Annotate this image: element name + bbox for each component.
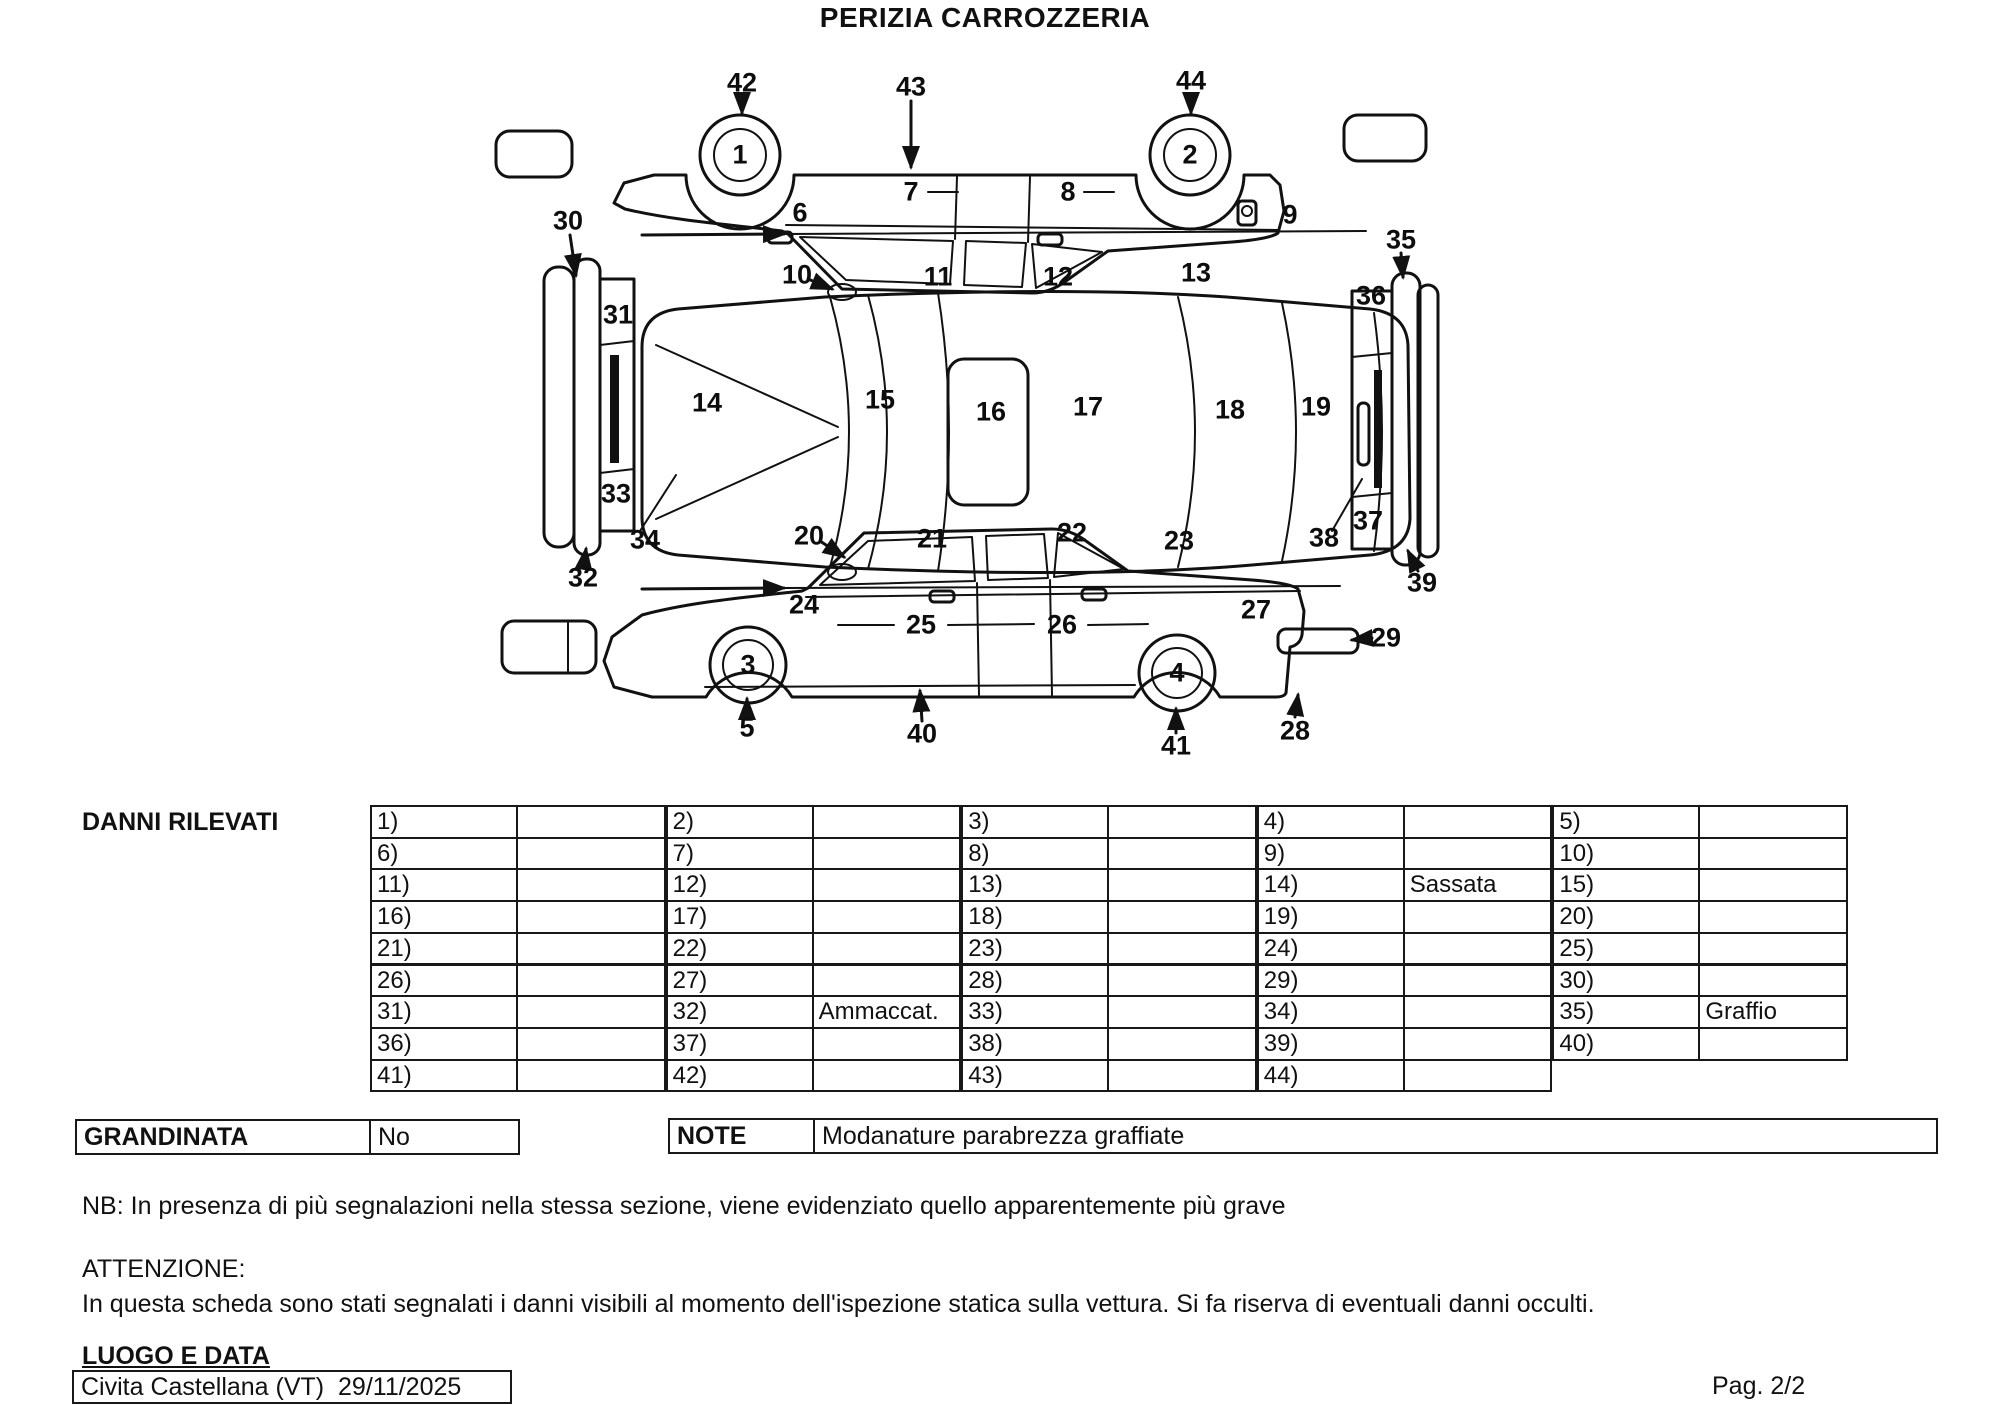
luogo-e-data-heading: LUOGO E DATA	[82, 1342, 270, 1370]
damage-cell-num-23: 23)	[961, 932, 1109, 966]
rear-bumper-cap-top	[1344, 115, 1426, 161]
damage-cell-num-3: 3)	[961, 805, 1109, 839]
damage-cell-value-35: Graffio	[1698, 995, 1848, 1029]
damage-cell-num-36: 36)	[370, 1027, 518, 1061]
damage-cell-value-25	[1698, 932, 1848, 966]
damage-cell-num-27: 27)	[666, 964, 814, 998]
rear-view-parts	[1332, 273, 1438, 565]
diagram-label-32: 32	[567, 562, 599, 593]
damage-cell-value-8	[1107, 837, 1257, 871]
sunroof	[948, 359, 1028, 505]
damage-cell-value-15	[1698, 868, 1848, 902]
damage-cell-num-38: 38)	[961, 1027, 1109, 1061]
diagram-label-7: 7	[903, 176, 919, 207]
grandinata-value: No	[369, 1119, 520, 1155]
damage-cell-value-18	[1107, 900, 1257, 934]
diagram-label-25: 25	[905, 609, 937, 640]
damage-cell-num-22: 22)	[666, 932, 814, 966]
diagram-label-19: 19	[1300, 391, 1332, 422]
diagram-label-28: 28	[1279, 715, 1311, 746]
diagram-label-1: 1	[732, 139, 748, 170]
damage-cell-value-38	[1107, 1027, 1257, 1061]
damage-cell-value-32: Ammaccat.	[812, 995, 962, 1029]
diagram-label-16: 16	[975, 396, 1007, 427]
damage-cell-value-16	[516, 900, 666, 934]
damage-cell-num-31: 31)	[370, 995, 518, 1029]
diagram-label-10: 10	[781, 259, 813, 290]
diagram-label-34: 34	[629, 524, 661, 555]
damage-cell-num-14: 14)	[1257, 868, 1405, 902]
damage-cell-num-25: 25)	[1552, 932, 1700, 966]
damage-cell-value-9	[1403, 837, 1553, 871]
damage-cell-num-16: 16)	[370, 900, 518, 934]
damage-cell-num-30: 30)	[1552, 964, 1700, 998]
damage-cell-value-29	[1403, 964, 1553, 998]
damage-cell-value-30	[1698, 964, 1848, 998]
damage-cell-value-26	[516, 964, 666, 998]
car-diagram-drawing	[490, 45, 1440, 775]
damage-cell-value-37	[812, 1027, 962, 1061]
damage-cell-num-44: 44)	[1257, 1059, 1405, 1093]
manufacturer-logo-icon	[1238, 201, 1256, 225]
diagram-label-36: 36	[1355, 280, 1387, 311]
damage-cell-num-41: 41)	[370, 1059, 518, 1093]
damage-cell-num-43: 43)	[961, 1059, 1109, 1093]
diagram-label-24: 24	[788, 589, 820, 620]
diagram-label-29: 29	[1370, 622, 1402, 653]
diagram-label-26: 26	[1046, 609, 1078, 640]
note-value: Modanature parabrezza graffiate	[813, 1118, 1938, 1154]
damage-cell-num-33: 33)	[961, 995, 1109, 1029]
damage-cell-value-36	[516, 1027, 666, 1061]
diagram-label-42: 42	[726, 67, 758, 98]
diagram-label-12: 12	[1042, 261, 1074, 292]
diagram-label-11: 11	[923, 261, 953, 292]
damage-table-heading: DANNI RILEVATI	[82, 808, 279, 836]
damage-cell-num-18: 18)	[961, 900, 1109, 934]
diagram-label-18: 18	[1214, 394, 1246, 425]
damage-cell-value-19	[1403, 900, 1553, 934]
diagram-label-17: 17	[1072, 391, 1104, 422]
diagram-label-40: 40	[906, 718, 938, 749]
diagram-label-5: 5	[739, 712, 755, 743]
damage-cell-value-41	[516, 1059, 666, 1093]
damage-cell-value-39	[1403, 1027, 1553, 1061]
damage-cell-value-23	[1107, 932, 1257, 966]
damage-cell-num-13: 13)	[961, 868, 1109, 902]
nb-text: NB: In presenza di più segnalazioni nella stessa sezione, viene evidenziato quello apparentemente più grave	[82, 1192, 1286, 1220]
damage-cell-value-6	[516, 837, 666, 871]
damage-cell-num-9: 9)	[1257, 837, 1405, 871]
diagram-label-37: 37	[1352, 505, 1384, 536]
damage-cell-value-34	[1403, 995, 1553, 1029]
damage-cell-value-28	[1107, 964, 1257, 998]
damage-cell-num-15: 15)	[1552, 868, 1700, 902]
diagram-label-15: 15	[864, 384, 896, 415]
attenzione-heading: ATTENZIONE:	[82, 1255, 246, 1283]
damage-cell-value-14: Sassata	[1403, 868, 1553, 902]
damage-cell-value-1	[516, 805, 666, 839]
damage-cell-value-20	[1698, 900, 1848, 934]
damage-cell-num-4: 4)	[1257, 805, 1405, 839]
damage-cell-num-37: 37)	[666, 1027, 814, 1061]
car-diagram	[490, 45, 1440, 775]
page-title: PERIZIA CARROZZERIA	[819, 2, 1151, 33]
damage-cell-num-29: 29)	[1257, 964, 1405, 998]
damage-cell-num-40: 40)	[1552, 1027, 1700, 1061]
page-number: Pag. 2/2	[1712, 1372, 1806, 1400]
damage-cell-value-40	[1698, 1027, 1848, 1061]
diagram-label-6: 6	[792, 197, 808, 228]
damage-cell-num-7: 7)	[666, 837, 814, 871]
damage-cell-num-6: 6)	[370, 837, 518, 871]
front-bumper-cap-bottom	[502, 621, 596, 673]
damage-cell-num-26: 26)	[370, 964, 518, 998]
front-bumper-cap-top	[496, 131, 572, 177]
damage-cell-value-44	[1403, 1059, 1553, 1093]
damage-cell-num-17: 17)	[666, 900, 814, 934]
damage-cell-value-12	[812, 868, 962, 902]
damage-cell-num-24: 24)	[1257, 932, 1405, 966]
diagram-label-35: 35	[1385, 224, 1417, 255]
damage-cell-num-20: 20)	[1552, 900, 1700, 934]
damage-cell-value-27	[812, 964, 962, 998]
damage-cell-value-2	[812, 805, 962, 839]
diagram-label-31: 31	[602, 299, 634, 330]
damage-cell-num-2: 2)	[666, 805, 814, 839]
diagram-label-14: 14	[691, 387, 723, 418]
damage-cell-num-11: 11)	[370, 868, 518, 902]
diagram-label-3: 3	[740, 649, 756, 680]
diagram-label-2: 2	[1182, 139, 1198, 170]
damage-cell-value-22	[812, 932, 962, 966]
damage-cell-num-5: 5)	[1552, 805, 1700, 839]
diagram-label-39: 39	[1406, 567, 1438, 598]
diagram-label-9: 9	[1282, 199, 1298, 230]
diagram-label-21: 21	[916, 523, 948, 554]
damage-cell-num-32: 32)	[666, 995, 814, 1029]
diagram-label-22: 22	[1056, 517, 1088, 548]
damage-cell-num-35: 35)	[1552, 995, 1700, 1029]
damage-cell-value-3	[1107, 805, 1257, 839]
damage-cell-value-7	[812, 837, 962, 871]
damage-cell-value-24	[1403, 932, 1553, 966]
damage-cell-value-31	[516, 995, 666, 1029]
damage-cell-num-34: 34)	[1257, 995, 1405, 1029]
damage-cell-num-21: 21)	[370, 932, 518, 966]
diagram-label-8: 8	[1060, 176, 1076, 207]
damage-cell-num-42: 42)	[666, 1059, 814, 1093]
diagram-label-23: 23	[1163, 525, 1195, 556]
diagram-label-13: 13	[1180, 257, 1212, 288]
damage-cell-value-17	[812, 900, 962, 934]
damage-cell-value-4	[1403, 805, 1553, 839]
damage-cell-num-10: 10)	[1552, 837, 1700, 871]
damage-cell-value-43	[1107, 1059, 1257, 1093]
damage-cell-value-5	[1698, 805, 1848, 839]
damage-cell-value-42	[812, 1059, 962, 1093]
attenzione-body: In questa scheda sono stati segnalati i danni visibili al momento dell'ispezione statica sulla vettura. Si fa riserva di eventuali danni occulti.	[82, 1290, 1595, 1318]
damage-cell-value-11	[516, 868, 666, 902]
luogo-e-data-value: Civita Castellana (VT) 29/11/2025	[72, 1370, 512, 1404]
grandinata-label: GRANDINATA	[75, 1119, 371, 1155]
damage-cell-num-12: 12)	[666, 868, 814, 902]
damage-cell-value-10	[1698, 837, 1848, 871]
diagram-label-27: 27	[1240, 594, 1272, 625]
diagram-label-30: 30	[552, 205, 584, 236]
diagram-label-33: 33	[600, 478, 632, 509]
damage-cell-num-8: 8)	[961, 837, 1109, 871]
damage-cell-num-1: 1)	[370, 805, 518, 839]
diagram-label-43: 43	[895, 71, 927, 102]
diagram-label-20: 20	[793, 520, 825, 551]
damage-cell-value-21	[516, 932, 666, 966]
diagram-label-4: 4	[1169, 657, 1185, 688]
note-label: NOTE	[668, 1118, 815, 1154]
damage-cell-num-19: 19)	[1257, 900, 1405, 934]
diagram-label-41: 41	[1160, 730, 1192, 761]
damage-cell-value-13	[1107, 868, 1257, 902]
diagram-label-38: 38	[1308, 522, 1340, 553]
damage-cell-num-39: 39)	[1257, 1027, 1405, 1061]
diagram-label-44: 44	[1175, 65, 1207, 96]
damage-cell-value-33	[1107, 995, 1257, 1029]
damage-cell-num-28: 28)	[961, 964, 1109, 998]
